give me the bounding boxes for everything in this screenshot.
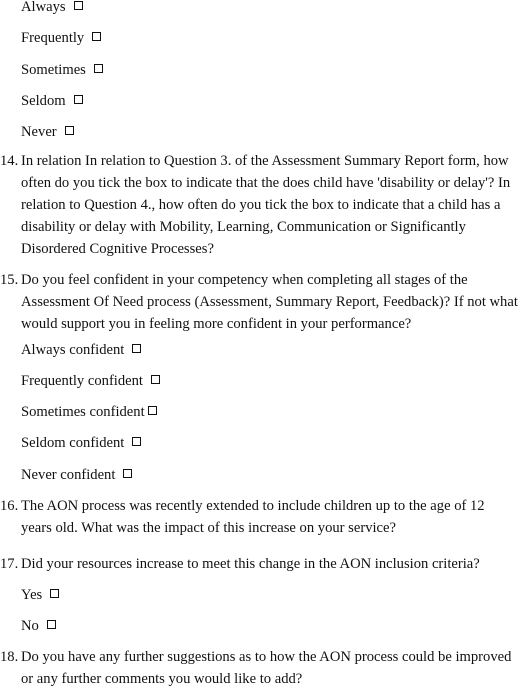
option-no [21, 616, 56, 636]
question-number: 18. [0, 649, 19, 665]
option-label: Frequently confident [21, 373, 143, 389]
option-label: Seldom [21, 93, 66, 109]
option-always [21, 0, 83, 17]
option-yes [21, 585, 59, 605]
option-never [21, 122, 74, 142]
question-number: 15. [0, 272, 19, 288]
question-14-text: In relation In relation to Question 3. of the Assessment Summary Report form, how often do you tick the box to indicate that the does child have 'disability or delay'? In relation to Question 4., how often do you tick the box to indicate that a child has a disability or delay with Mobility, Learning, Communication or Significantly Disordered Cognitive Processes? [21, 153, 511, 257]
option-frequently [21, 28, 101, 48]
checkbox[interactable] [132, 437, 141, 446]
checkbox[interactable] [50, 589, 59, 598]
question-17-text: Did your resources increase to meet this change in the AON inclusion criteria? [21, 556, 480, 572]
question-number: 14. [0, 153, 19, 169]
option-never-confident [21, 465, 132, 485]
option-seldom [21, 91, 83, 111]
checkbox[interactable] [123, 469, 132, 478]
option-sometimes-confident [21, 402, 157, 422]
option-frequently-confident [21, 371, 160, 391]
checkbox[interactable] [74, 95, 83, 104]
option-label: Sometimes [21, 62, 86, 78]
option-always-confident [21, 340, 141, 360]
option-label: Always confident [21, 342, 125, 358]
checkbox[interactable] [94, 64, 103, 73]
option-label: Never [21, 124, 57, 140]
option-label: Never confident [21, 467, 116, 483]
option-label: Frequently [21, 30, 85, 46]
question-18-text: Do you have any further suggestions as to how the AON process could be improved or any further comments you would like to add? [21, 649, 512, 687]
option-seldom-confident [21, 433, 141, 453]
checkbox[interactable] [148, 406, 157, 415]
question-15-text: Do you feel confident in your competency when completing all stages of the Assessment Of Need process (Assessment, Summary Report, Feedback)? If not what would support you in feeling more confident in your performance? [21, 272, 518, 332]
checkbox[interactable] [92, 32, 101, 41]
option-label: Seldom confident [21, 435, 125, 451]
option-label: No [21, 618, 39, 634]
checkbox[interactable] [132, 344, 141, 353]
question-16-text: The AON process was recently extended to include children up to the age of 12 years old. What was the impact of this increase on your service? [21, 498, 485, 536]
checkbox[interactable] [47, 620, 56, 629]
option-label: Always [21, 0, 66, 15]
question-number: 16. [0, 498, 19, 514]
checkbox[interactable] [74, 1, 83, 10]
option-sometimes [21, 60, 103, 80]
checkbox[interactable] [151, 375, 160, 384]
option-label: Yes [21, 587, 43, 603]
question-number: 17. [0, 556, 19, 572]
checkbox[interactable] [65, 126, 74, 135]
option-label: Sometimes confident [21, 404, 145, 420]
